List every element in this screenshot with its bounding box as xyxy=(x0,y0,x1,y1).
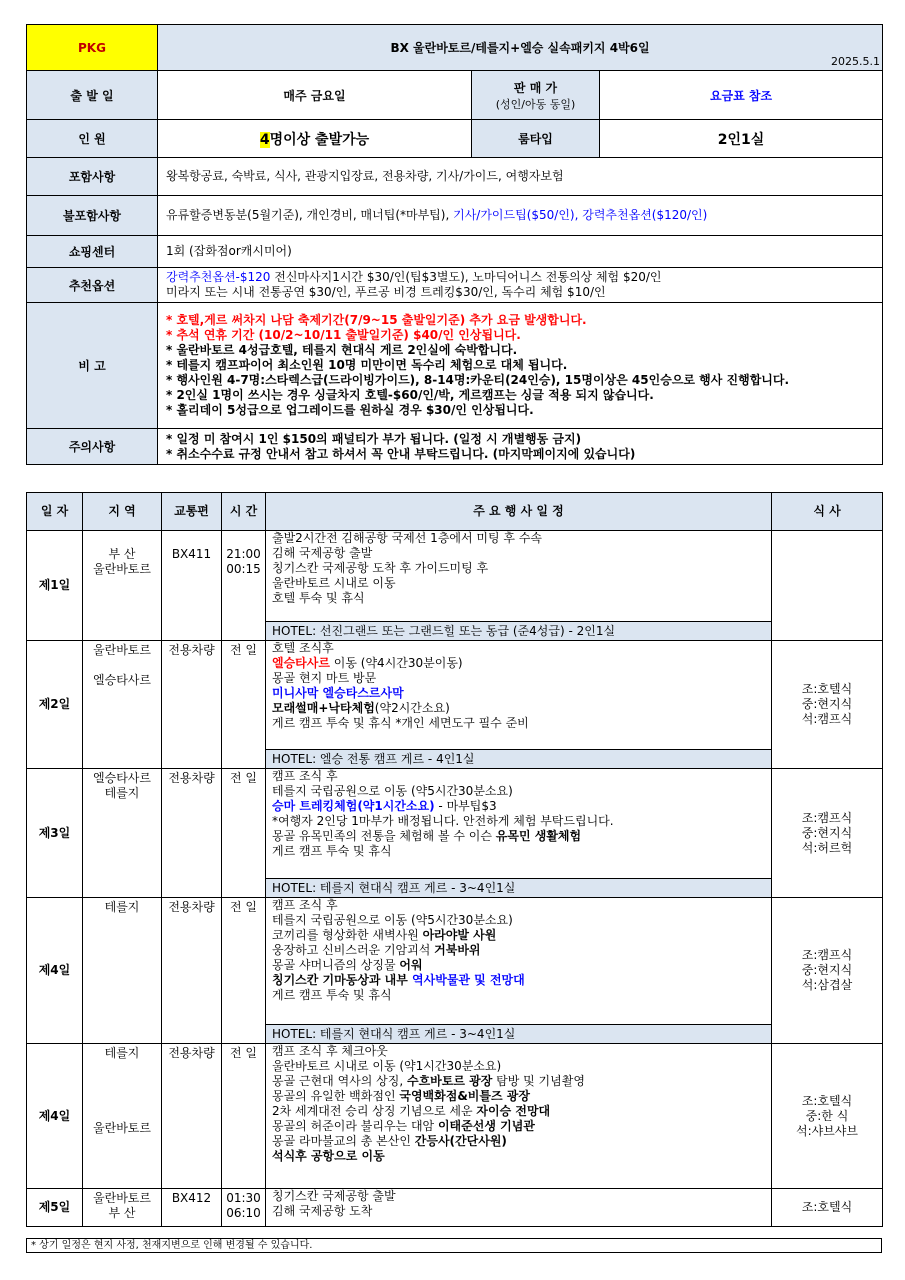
activity xyxy=(272,928,765,943)
day-meals xyxy=(772,531,883,641)
activity: 게르 캠프 투숙 및 휴식 *개인 세면도구 필수 준비 xyxy=(272,716,529,730)
region-to: 울란바토르 xyxy=(93,1121,151,1135)
meal-breakfast: 조:호텔식 xyxy=(801,1093,853,1108)
departure-value: 매주 금요일 xyxy=(158,71,472,120)
info-table xyxy=(26,24,883,465)
activity-text: 2차 세계대전 승리 상징 기념으로 세운 xyxy=(272,1104,477,1118)
activity: *여행자 2인당 1마부가 배정됩니다. 안전하게 체험 부탁드립니다. xyxy=(272,814,614,828)
activity: 칭기스칸 국제공항 출발 xyxy=(272,1189,396,1203)
col-region: 지 역 xyxy=(83,493,162,531)
day-time xyxy=(222,1189,266,1227)
note-item: * 2인실 1명이 쓰시는 경우 싱글차지 호텔-$60/인/박, 게르캠프는 싱글 적용 되지 않습니다. xyxy=(166,388,654,402)
day-region xyxy=(83,1189,162,1227)
activity-text: 웅장하고 신비스러운 기암괴석 xyxy=(272,943,435,957)
activity xyxy=(272,1119,765,1134)
meal-breakfast: 조:캠프식 xyxy=(801,810,853,825)
include-label: 포함사항 xyxy=(27,158,158,196)
note-item: * 호텔,게르 써차지 나담 축제기간(7/9~15 출발일기준) 추가 요금 발생합니다. xyxy=(166,313,587,327)
day-activities xyxy=(266,1044,772,1189)
meal-lunch: 중:현지식 xyxy=(801,963,853,977)
include-value: 왕복항공료, 숙박료, 식사, 관광지입장료, 전용차량, 기사/가이드, 여행자보험 xyxy=(158,158,883,196)
day-region xyxy=(83,769,162,898)
day-meals xyxy=(772,898,883,1044)
activity-text: 이동 (약4시간30분이동) xyxy=(329,656,463,670)
note-label: 비 고 xyxy=(27,303,158,429)
col-itinerary: 주 요 행 사 일 정 xyxy=(266,493,772,531)
day-activities xyxy=(266,1189,772,1227)
meal-lunch: 중:한 식 xyxy=(805,1108,849,1123)
caution-item: * 취소수수료 규정 안내서 참고 하셔서 꼭 안내 부탁드립니다. (마지막페이지에 있습니다) xyxy=(166,446,636,461)
note-item: * 추석 연휴 기간 (10/2~10/11 출발일기준) $40/인 인상됩니다. xyxy=(166,328,521,342)
activity: 게르 캠프 투숙 및 휴식 xyxy=(272,844,392,858)
note-item: * 홀리데이 5성급으로 업그레이드를 원하실 경우 $30/인 인상됩니다. xyxy=(166,403,534,417)
day-region: 테를지 xyxy=(83,898,162,1044)
activity xyxy=(272,973,765,988)
page-title xyxy=(158,25,883,71)
footer-note: * 상기 일정은 현지 사정, 천재지변으로 인해 변경될 수 있습니다. xyxy=(26,1238,882,1253)
note-list xyxy=(158,303,883,429)
day-transport: 전용차량 xyxy=(162,641,222,769)
meal-breakfast: 조:호텔식 xyxy=(801,1200,853,1214)
activity: 출발2시간전 김해공항 국제선 1층에서 미팅 후 수속 xyxy=(272,531,542,545)
activity-text: 몽골의 유일한 백화점인 xyxy=(272,1089,400,1103)
exclude-tips: 기사/가이드팁($50/인), 강력추천옵션($120/인) xyxy=(449,208,708,222)
meal-dinner: 석:삼겹살 xyxy=(801,978,853,992)
day-region xyxy=(83,1044,162,1189)
people-text: 명이상 출발가능 xyxy=(269,131,370,148)
activity-highlight: 모래썰매+낙타체험 xyxy=(272,701,375,715)
caution-label: 주의사항 xyxy=(27,429,158,465)
time-arrive: 00:15 xyxy=(226,562,261,576)
day-activities xyxy=(266,898,772,1025)
activity-highlight: 국영백화점&비틀즈 광장 xyxy=(399,1089,530,1103)
option-line1: 전신마사지1시간 $30/인(팁$3별도), 노마딕어니스 전통의상 체험 $20/인 xyxy=(270,270,662,284)
meal-dinner: 석:캠프식 xyxy=(801,712,853,726)
activity-highlight: 엘승타사르 xyxy=(272,656,330,670)
activity: 캠프 조식 후 체크아웃 xyxy=(272,1044,388,1058)
activity-highlight: 승마 트레킹체험(약1시간소요) xyxy=(272,799,435,813)
activity-text: 몽골 근현대 역사의 상징, xyxy=(272,1074,407,1088)
meal-dinner: 석:샤브샤브 xyxy=(795,1123,858,1138)
region-to: 엘승타사르 xyxy=(93,673,151,687)
day-transport: 전용차량 xyxy=(162,898,222,1044)
col-day: 일 자 xyxy=(27,493,83,531)
time-depart: 01:30 xyxy=(226,1191,261,1205)
day-time: 전 일 xyxy=(222,641,266,769)
day-activities xyxy=(266,641,772,750)
day-label: 제3일 xyxy=(27,769,83,898)
activity: 울란바토르 시내로 이동 (약1시간30분소요) xyxy=(272,1059,502,1073)
region-from: 울란바토르 xyxy=(93,643,151,657)
region-to: 울란바토르 xyxy=(93,562,151,576)
day-meals xyxy=(772,1189,883,1227)
meal-breakfast: 조:캠프식 xyxy=(801,948,853,962)
activity-text: 몽골 샤머니즘의 상징물 xyxy=(272,958,400,972)
people-label: 인 원 xyxy=(27,120,158,158)
time-arrive: 06:10 xyxy=(226,1206,261,1220)
caution-item: * 일정 미 참여시 1인 $150의 패널티가 부가 됩니다. (일정 시 개별행동 금지) xyxy=(166,431,582,446)
exclude-value xyxy=(158,196,883,236)
day-activities xyxy=(266,531,772,622)
day-meals xyxy=(772,1044,883,1189)
activity: 미니사막 엘승타스르사막 xyxy=(272,686,404,700)
region-from: 울란바토르 xyxy=(93,1191,151,1205)
activity: 테를지 국립공원으로 이동 (약5시간30분소요) xyxy=(272,784,513,798)
activity: 호텔 조식후 xyxy=(272,641,334,655)
activity-highlight: 간등사(간단사원) xyxy=(414,1134,507,1148)
activity-text: - 마부팁$3 xyxy=(434,799,497,813)
activity xyxy=(272,799,765,814)
activity: 몽골 현지 마트 방문 xyxy=(272,671,377,685)
day-time: 전 일 xyxy=(222,1044,266,1189)
pkg-label: PKG xyxy=(27,25,158,71)
activity-text: (약2시간소요) xyxy=(374,701,450,715)
option-line2: 미라지 또는 시내 전통공연 $30/인, 푸르공 비경 트레킹$30/인, 독수리 체험 $10/인 xyxy=(166,285,606,299)
activity-text: 코끼리를 형상화한 새벽사원 xyxy=(272,928,423,942)
col-time: 시 간 xyxy=(222,493,266,531)
price-sub: (성인/아동 동일) xyxy=(495,97,576,111)
room-label: 룸타입 xyxy=(472,120,600,158)
meal-breakfast: 조:호텔식 xyxy=(801,682,853,696)
exclude-label: 불포함사항 xyxy=(27,196,158,236)
shop-value: 1회 (잡화점or캐시미어) xyxy=(158,236,883,268)
schedule-table xyxy=(26,492,883,1227)
activity-highlight: 어워 xyxy=(399,958,423,972)
room-value: 2인1실 xyxy=(600,120,883,158)
day-transport: 전용차량 xyxy=(162,1044,222,1189)
option-value xyxy=(158,268,883,303)
activity-highlight: 자이승 전망대 xyxy=(476,1104,551,1118)
activity-text: 몽골 유목민족의 전통을 체험해 볼 수 이슨 xyxy=(272,829,496,843)
day-transport: BX411 xyxy=(162,531,222,641)
day-transport: 전용차량 xyxy=(162,769,222,898)
day-label: 제4일 xyxy=(27,898,83,1044)
day-region xyxy=(83,531,162,641)
price-label-text: 판 매 가 xyxy=(513,80,558,95)
region-to: 부 산 xyxy=(108,1206,136,1220)
activity xyxy=(272,943,765,958)
issue-date: 2025.5.1 xyxy=(831,55,881,68)
region-to: 테를지 xyxy=(104,786,140,800)
activity-highlight: 아라야발 사원 xyxy=(422,928,497,942)
note-item: * 테를지 캠프파이어 최소인원 10명 미만이면 독수리 체험으로 대체 됩니다. xyxy=(166,358,568,372)
activity-highlight: 역사박물관 및 전망대 xyxy=(412,973,525,987)
day-activities xyxy=(266,769,772,879)
meal-dinner: 석:허르헉 xyxy=(801,840,853,855)
people-min-count: 4 xyxy=(259,131,270,148)
activity: 캠프 조식 후 xyxy=(272,898,338,912)
activity xyxy=(272,701,765,716)
activity: 울란바토르 시내로 이동 xyxy=(272,576,396,590)
activity-text: 몽골 라마불교의 총 본산인 xyxy=(272,1134,415,1148)
day-meals xyxy=(772,641,883,769)
meal-lunch: 중:현지식 xyxy=(801,697,853,711)
time-depart: 21:00 xyxy=(226,547,261,561)
region-from: 부 산 xyxy=(108,547,136,561)
activity-text: 탐방 및 기념촬영 xyxy=(492,1074,585,1088)
activity: 김해 국제공항 출발 xyxy=(272,546,373,560)
people-value xyxy=(158,120,472,158)
activity: 호텔 투숙 및 휴식 xyxy=(272,591,365,605)
day-hotel: HOTEL: 테를지 현대식 캠프 게르 - 3~4인1실 xyxy=(266,879,772,898)
exclude-text: 유류할증변동분(5월기준), 개인경비, 매너팁(*마부팁), xyxy=(166,208,450,222)
activity xyxy=(272,656,765,671)
day-hotel: HOTEL: 선진그랜드 또는 그랜드힐 또는 동급 (준4성급) - 2인1실 xyxy=(266,622,772,641)
activity-highlight: 칭기스칸 기마동상과 내부 xyxy=(272,973,413,987)
day-label: 제4일 xyxy=(27,1044,83,1189)
activity-text: 몽골의 허준이라 불리우는 대암 xyxy=(272,1119,438,1133)
caution-list xyxy=(158,429,883,465)
day-hotel: HOTEL: 테를지 현대식 캠프 게르 - 3~4인1실 xyxy=(266,1025,772,1044)
activity-highlight: 거북바위 xyxy=(434,943,481,957)
activity xyxy=(272,1074,765,1089)
title-text: BX 울란바토르/테를지+엘승 실속패키지 4박6일 xyxy=(390,41,650,55)
day-time: 전 일 xyxy=(222,769,266,898)
option-label: 추천옵션 xyxy=(27,268,158,303)
day-label: 제5일 xyxy=(27,1189,83,1227)
region-from: 엘승타사르 xyxy=(93,771,151,785)
activity: 칭기스칸 국제공항 도착 후 가이드미팅 후 xyxy=(272,561,489,575)
activity xyxy=(272,1089,765,1104)
activity-highlight: 이태준선생 기념관 xyxy=(437,1119,535,1133)
activity: 테를지 국립공원으로 이동 (약5시간30분소요) xyxy=(272,913,513,927)
col-transport: 교통편 xyxy=(162,493,222,531)
option-highlight: 강력추천옵션-$120 xyxy=(166,270,271,284)
activity: 캠프 조식 후 xyxy=(272,769,338,783)
activity: 김해 국제공항 도착 xyxy=(272,1204,373,1218)
day-hotel: HOTEL: 엘승 전통 캠프 게르 - 4인1실 xyxy=(266,750,772,769)
day-region xyxy=(83,641,162,769)
price-label xyxy=(472,71,600,120)
note-item: * 울란바토르 4성급호텔, 테를지 현대식 게르 2인실에 숙박합니다. xyxy=(166,343,518,357)
activity-highlight: 수흐바토르 광장 xyxy=(407,1074,493,1088)
activity xyxy=(272,829,765,844)
activity xyxy=(272,1104,765,1119)
meal-lunch: 중:현지식 xyxy=(801,825,853,840)
activity: 게르 캠프 투숙 및 휴식 xyxy=(272,988,392,1002)
day-label: 제1일 xyxy=(27,531,83,641)
departure-label: 출 발 일 xyxy=(27,71,158,120)
activity xyxy=(272,958,765,973)
region-from: 테를지 xyxy=(104,1046,140,1060)
price-value: 요금표 참조 xyxy=(600,71,883,120)
day-label: 제2일 xyxy=(27,641,83,769)
day-transport: BX412 xyxy=(162,1189,222,1227)
note-item: * 행사인원 4-7명:스타렉스급(드라이빙가이드), 8-14명:카운티(24인승), 15명이상은 45인승으로 행사 진행합니다. xyxy=(166,373,790,387)
activity: 석식후 공항으로 이동 xyxy=(272,1149,385,1163)
col-meal: 식 사 xyxy=(772,493,883,531)
day-time: 전 일 xyxy=(222,898,266,1044)
shop-label: 쇼핑센터 xyxy=(27,236,158,268)
activity xyxy=(272,1134,765,1149)
day-meals xyxy=(772,769,883,898)
day-time xyxy=(222,531,266,641)
activity-highlight: 유목민 생활체험 xyxy=(495,829,582,843)
